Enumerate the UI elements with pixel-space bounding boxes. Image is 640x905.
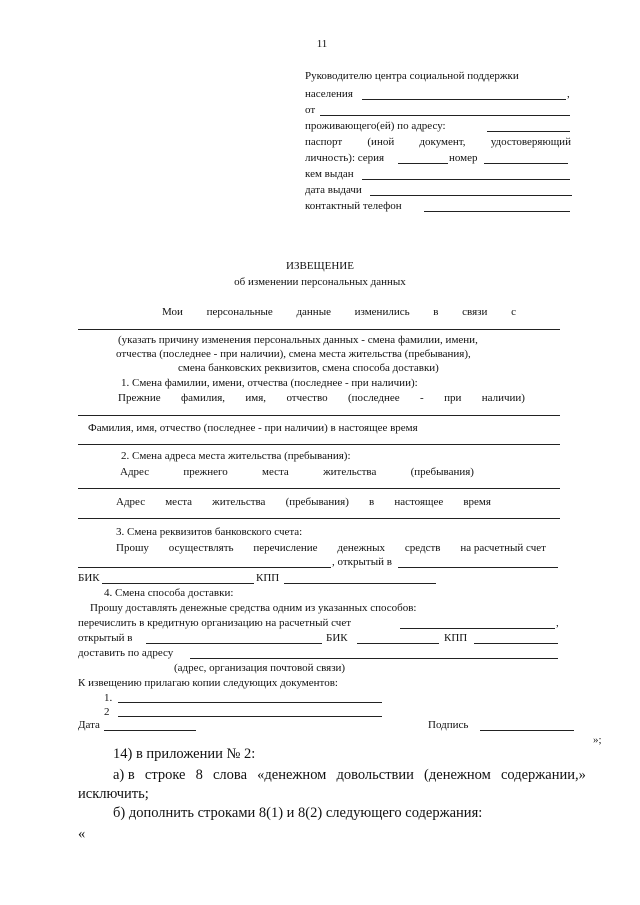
prev-word: (последнее (347, 392, 400, 404)
attach-item-1-underline (118, 702, 382, 703)
request-word: средств (404, 542, 441, 554)
residing-label: проживающего(ей) по адресу: (305, 120, 446, 132)
amendment-a-word: (денежном (424, 767, 491, 783)
current-name-underline (78, 444, 560, 445)
request-word: перечисление (253, 542, 318, 554)
section-1-title: 1. Смена фамилии, имени, отчества (последнее - при наличии): (121, 377, 418, 389)
section-1-current: Фамилия, имя, отчество (последнее - при наличии) в настоящее время (88, 422, 418, 434)
issued-by-underline (362, 179, 570, 180)
section-2-title: 2. Смена адреса места жительства (пребывания): (121, 450, 351, 462)
population-comma: , (567, 88, 570, 100)
attach-item-1: 1. (104, 692, 113, 704)
passport-word-3: документ, (419, 136, 466, 148)
account-number-underline (78, 567, 331, 568)
attach-item-2: 2 (104, 706, 110, 718)
intro-word: Мои (162, 306, 183, 318)
amendment-a-word: «денежном (257, 767, 327, 783)
prev-word: при (444, 392, 462, 404)
intro-word: персональные (206, 306, 273, 318)
bank-name-underline (398, 567, 558, 568)
passport-word-2: (иной (367, 136, 395, 148)
section-4-request: Прошу доставлять денежные средства одним из указанных способов: (90, 602, 417, 614)
section-4-opened: открытый в (78, 632, 133, 644)
addressee-line: Руководителю центра социальной поддержки (305, 70, 519, 82)
transfer-bank-underline (146, 643, 322, 644)
prev-addr-word: Адрес (120, 466, 150, 478)
section-4-deliver: доставить по адресу (78, 647, 174, 659)
request-word: Прошу (116, 542, 149, 554)
section-4-transfer: перечислить в кредитную организацию на расчетный счет (78, 617, 352, 629)
section-3-kpp: КПП (256, 572, 280, 584)
section-2-previous (120, 466, 474, 479)
phone-label: контактный телефон (305, 200, 402, 212)
intro-line (162, 306, 516, 319)
amendment-a-word: 8 (195, 767, 203, 783)
prev-addr-word: прежнего (183, 466, 228, 478)
amendment-a-word: а) в (113, 767, 135, 783)
prev-word: Прежние (118, 392, 161, 404)
from-underline (320, 115, 570, 116)
from-label: от (305, 104, 316, 116)
intro-word: связи (462, 306, 488, 318)
passport-word-4: удостоверяющий (490, 136, 571, 148)
cur-addr-word: настоящее (394, 496, 444, 508)
page-number: 11 (316, 38, 328, 50)
passport-word-1: паспорт (305, 136, 343, 148)
series-underline (398, 163, 448, 164)
section-3-title: 3. Смена реквизитов банковского счета: (116, 526, 303, 538)
phone-underline (424, 211, 570, 212)
reason-hint-3: смена банковских реквизитов, смена способа доставки) (178, 362, 439, 374)
section-4-hint: (адрес, организация почтовой связи) (174, 662, 346, 674)
bik-underline (102, 583, 254, 584)
population-underline (362, 99, 566, 100)
section-4-kpp: КПП (444, 632, 468, 644)
request-word: на расчетный счет (460, 542, 546, 554)
section-3-request (116, 542, 546, 555)
prev-word: наличии) (481, 392, 525, 404)
amendment-b: б) дополнить строками 8(1) и 8(2) следующего содержания: (113, 805, 483, 821)
date-label: Дата (78, 719, 100, 731)
section-3-opened: , открытый в (332, 556, 392, 568)
intro-word: данные (296, 306, 331, 318)
intro-word: с (511, 306, 516, 318)
issued-by-label: кем выдан (305, 168, 354, 180)
prev-addr-word: жительства (323, 466, 377, 478)
amendment-a-word: строке (144, 767, 186, 783)
cur-addr-word: (пребывания) (285, 496, 349, 508)
intro-word: в (433, 306, 439, 318)
prev-word: - (420, 392, 424, 404)
section-4-transfer-comma: , (556, 617, 559, 629)
amendment-a-line (113, 767, 586, 784)
previous-address-underline (78, 488, 560, 489)
prev-word: фамилия, (180, 392, 226, 404)
cur-addr-word: время (463, 496, 491, 508)
amendment-item-14: 14) в приложении № 2: (113, 746, 256, 762)
signature-label: Подпись (428, 719, 469, 731)
notice-subtitle: об изменении персональных данных (234, 276, 406, 288)
reason-underline (78, 329, 560, 330)
request-word: осуществлять (168, 542, 234, 554)
amendment-open-quote: « (78, 826, 86, 842)
date-underline (104, 730, 196, 731)
notice-title: ИЗВЕЩЕНИЕ (286, 260, 354, 272)
cur-addr-word: места (165, 496, 193, 508)
closing-quote: »; (593, 734, 602, 746)
issue-date-label: дата выдачи (305, 184, 362, 196)
kpp-underline (284, 583, 436, 584)
current-address-underline (78, 518, 560, 519)
prev-addr-word: (пребывания) (410, 466, 474, 478)
cur-addr-word: Адрес (116, 496, 146, 508)
signature-underline (480, 730, 574, 731)
prev-word: отчество (286, 392, 328, 404)
section-3-bik: БИК (78, 572, 100, 584)
transfer-account-underline (400, 628, 555, 629)
transfer-kpp-underline (474, 643, 558, 644)
cur-addr-word: в (369, 496, 375, 508)
delivery-address-underline (190, 658, 558, 659)
residing-underline (487, 131, 570, 132)
amendment-a-word: довольствии (336, 767, 414, 783)
population-label: населения (305, 88, 353, 100)
attach-item-2-underline (118, 716, 382, 717)
section-1-previous (118, 392, 525, 405)
number-label: номер (449, 152, 478, 164)
identity-label: личность): серия (305, 152, 385, 164)
transfer-bik-underline (357, 643, 439, 644)
prev-word: имя, (245, 392, 267, 404)
reason-hint-1: (указать причину изменения персональных данных - смена фамилии, имени, (118, 334, 478, 346)
amendment-a-word: слова (213, 767, 248, 783)
cur-addr-word: жительства (212, 496, 266, 508)
number-underline (484, 163, 568, 164)
section-2-current (116, 496, 491, 509)
previous-name-underline (78, 415, 560, 416)
section-4-bik: БИК (326, 632, 348, 644)
reason-hint-2: отчества (последнее - при наличии), смена места жительства (пребывания), (116, 348, 471, 360)
amendment-a-word: содержании,» (500, 767, 586, 783)
passport-line (305, 136, 571, 149)
prev-addr-word: места (261, 466, 289, 478)
request-word: денежных (337, 542, 386, 554)
issue-date-underline (370, 195, 572, 196)
attach-label: К извещению прилагаю копии следующих документов: (78, 677, 338, 689)
intro-word: изменились (354, 306, 410, 318)
amendment-a-end: исключить; (78, 786, 149, 802)
section-4-title: 4. Смена способа доставки: (104, 587, 234, 599)
